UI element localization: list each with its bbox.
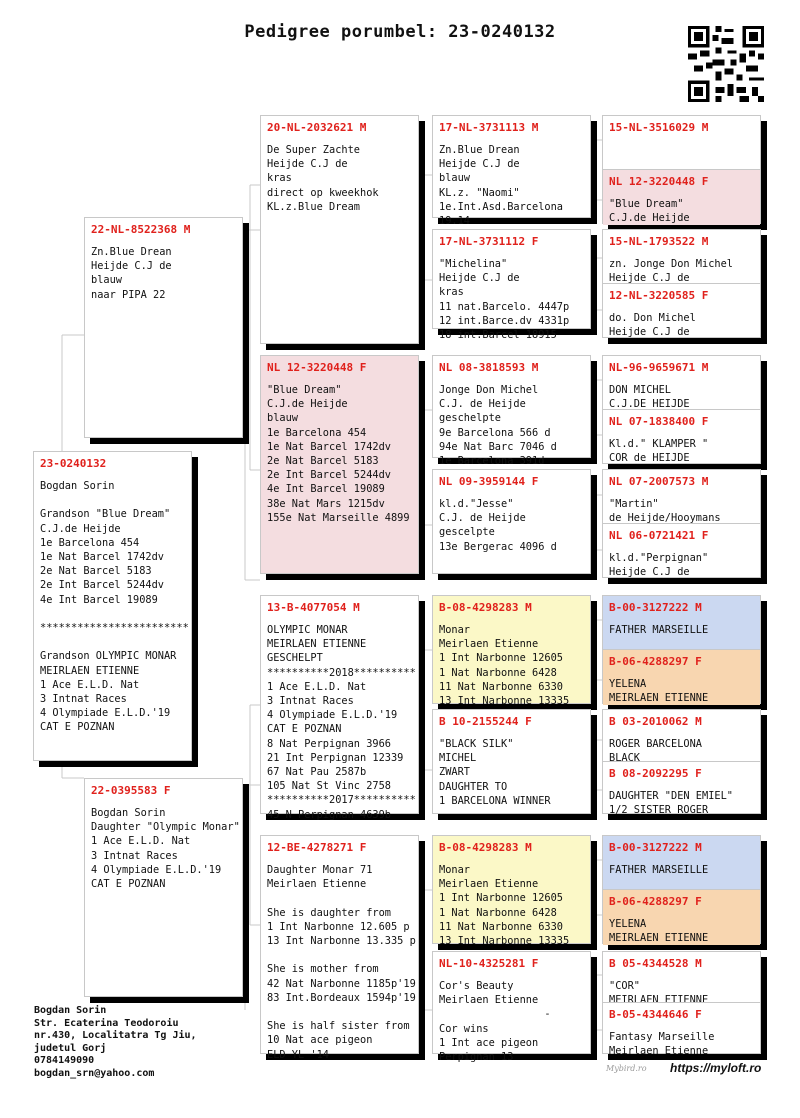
g5-details: YELENA MEIRLAEN ETIENNE — [609, 918, 709, 945]
mm-details: Daughter Monar 71 Meirlaen Etienne She is daughter from 1 Int Narbonne 12.605 p 13 Int Narbonne 13.335 p She is mother from 42 Nat Narbonne 1185p'19 83 Int.Bordeaux 1594p'19 She is half sister from 10 Nat ace pigeon ELD YL '14 — [267, 864, 416, 1061]
fmf-details: Jonge Don Michel C.J. de Heijde geschelpte 9e Barcelona 566 d 94e Nat Barc 7046 d 1e Barcelona 391d — [439, 384, 557, 468]
g5-ring: B-06-4288297 F — [609, 655, 702, 668]
g5-ring: B 05-4344528 M — [609, 957, 702, 970]
g5-ring: NL-96-9659671 M — [609, 361, 709, 374]
fmf-card — [432, 355, 591, 468]
g5-details: Fantasy Marseille Meirlaen Etienne — [609, 1031, 715, 1058]
mmf-ring: B-08-4298283 M — [439, 841, 532, 854]
g5-card-5 — [602, 595, 761, 704]
g5-details: YELENA MEIRLAEN ETIENNE — [609, 678, 709, 705]
mf-ring: 13-B-4077054 M — [267, 601, 360, 614]
mother-card — [84, 778, 243, 997]
g5-ring: B-00-3127222 M — [609, 601, 702, 614]
g5-card-1 — [602, 115, 761, 224]
fff-details: Zn.Blue Drean Heijde C.J de blauw KL.z. "Naomi" 1e.Int.Asd.Barcelona 19.14 — [439, 144, 563, 228]
fff-card — [432, 115, 591, 228]
mff-details: Monar Meirlaen Etienne 1 Int Narbonne 12605 1 Nat Narbonne 6428 11 Nat Narbonne 6330 13 Int Narbonne 13335 — [439, 624, 570, 708]
g5-ring: B-06-4288297 F — [609, 895, 702, 908]
g5-ring: B-00-3127222 M — [609, 841, 702, 854]
g5-details: "COR" MEIRLAEN ETIENNE — [609, 980, 709, 1007]
g5-card-3 — [602, 355, 761, 464]
g5-ring: 15-NL-1793522 M — [609, 235, 709, 248]
fff-ring: 17-NL-3731113 M — [439, 121, 539, 134]
mfm-card — [432, 709, 591, 814]
mff-ring: B-08-4298283 M — [439, 601, 532, 614]
g5-details: Kl.d." KLAMPER " COR de HEIJDE — [609, 438, 709, 465]
g5-details: do. Don Michel Heijde C.J de — [609, 312, 696, 339]
g5-ring: 15-NL-3516029 M — [609, 121, 709, 134]
g5-ring: NL 07-2007573 M — [609, 475, 709, 488]
g5-ring: B-05-4344646 F — [609, 1008, 702, 1021]
g5-details: "Martin" de Heijde/Hooymans — [609, 498, 721, 525]
mm-card — [260, 835, 419, 1061]
mmm-ring: NL-10-4325281 F — [439, 957, 539, 970]
g5-details: DAUGHTER "DEN EMIEL" 1/2 SISTER ROGER — [609, 790, 733, 817]
g5-details: ROGER BARCELONA BLACK — [609, 738, 702, 765]
g5-card-4 — [602, 469, 761, 578]
mfm-ring: B 10-2155244 F — [439, 715, 532, 728]
g5-card-2 — [602, 229, 761, 338]
ffm-card — [432, 229, 591, 342]
mmm-details: Cor's Beauty Meirlaen Etienne - Cor wins 1 Int ace pigeon Perpignan 13 — [439, 980, 551, 1064]
mm-ring: 12-BE-4278271 F — [267, 841, 367, 854]
page-title: Pedigree porumbel: 23-0240132 — [244, 22, 556, 42]
father-details: Zn.Blue Drean Heijde C.J de blauw naar PIPA 22 — [91, 246, 172, 301]
g5-details: FATHER MARSEILLE — [609, 624, 709, 636]
owner-contact: Bogdan Sorin Str. Ecaterina Teodoroiu nr.430, Localitatra Tg Jiu, judetul Gorj 0784149090 bogdan_srn@yahoo.com — [34, 1005, 197, 1079]
fmf-ring: NL 08-3818593 M — [439, 361, 539, 374]
ffm-ring: 17-NL-3731112 F — [439, 235, 539, 248]
g5-details: FATHER MARSEILLE — [609, 864, 709, 876]
g5-details: "Blue Dream" C.J.de Heijde — [609, 198, 690, 225]
ffm-details: "Michelina" Heijde C.J de kras 11 nat.Barcelo. 4447p 12 int.Barce.dv 4331p 18 int.Barcel 18915 — [439, 258, 570, 342]
mmm-card — [432, 951, 591, 1064]
subject-card — [33, 451, 192, 761]
fm-card — [260, 355, 419, 574]
site-link[interactable]: https://myloft.ro — [670, 1061, 762, 1075]
g5-ring: NL 12-3220448 F — [609, 175, 709, 188]
g5-details: kl.d."Perpignan" Heijde C.J de — [609, 552, 709, 579]
g5-ring: NL 06-0721421 F — [609, 529, 709, 542]
ff-card — [260, 115, 419, 344]
mff-card — [432, 595, 591, 708]
g5-ring: B 08-2092295 F — [609, 767, 702, 780]
father-ring: 22-NL-8522368 M — [91, 223, 191, 236]
mf-card — [260, 595, 419, 821]
ff-ring: 20-NL-2032621 M — [267, 121, 367, 134]
mmf-details: Monar Meirlaen Etienne 1 Int Narbonne 12605 1 Nat Narbonne 6428 11 Nat Narbonne 6330 13 Int Narbonne 13335 — [439, 864, 570, 948]
fmm-ring: NL 09-3959144 F — [439, 475, 539, 488]
mf-details: OLYMPIC MONAR MEIRLAEN ETIENNE GESCHELPT **********2018********** 1 Ace E.L.D. Nat 3 Intnat Races 4 Olympiade E.L.D.'19 CAT E POZNAN 8 Nat Perpignan 3966 21 Int Perpignan 12339 67 Nat Pau 2587b 105 Nat St Vinc 2758 **********2017********** 45 N Perpignan 4639b — [267, 624, 416, 821]
mfm-details: "BLACK SILK" MICHEL ZWART DAUGHTER TO 1 BARCELONA WINNER — [439, 738, 551, 807]
mmf-card — [432, 835, 591, 948]
fmm-card — [432, 469, 591, 574]
g5-details: DON MICHEL C.J.DE HEIJDE — [609, 384, 690, 411]
ff-details: De Super Zachte Heijde C.J de kras direct op kweekhok KL.z.Blue Dream — [267, 144, 379, 213]
father-card — [84, 217, 243, 438]
watermark-logo: Mybird.ro — [606, 1064, 647, 1073]
g5-ring: B 03-2010062 M — [609, 715, 702, 728]
g5-ring: NL 07-1838400 F — [609, 415, 709, 428]
g5-card-6 — [602, 709, 761, 817]
g5-ring: 12-NL-3220585 F — [609, 289, 709, 302]
subject-ring: 23-0240132 — [40, 457, 107, 470]
fm-details: "Blue Dream" C.J.de Heijde blauw 1e Barcelona 454 1e Nat Barcel 1742dv 2e Nat Barcel 5183 2e Int Barcel 5244dv 4e Int Barcel 19089 38e Nat Mars 1215dv 155e Nat Marseille 4899 — [267, 384, 410, 524]
subject-details: Bogdan Sorin Grandson "Blue Dream" C.J.de Heijde 1e Barcelona 454 1e Nat Barcel 1742dv 2e Nat Barcel 5183 2e Int Barcel 5244dv 4e Int Barcel 19089 ************************ Grandson OLYMPIC MONAR MEIRLAEN ETIENNE 1 Ace E.L.D. Nat 3 Intnat Races 4 Olympiade E.L.D.'19 CAT E POZNAN — [40, 480, 189, 734]
mother-ring: 22-0395583 F — [91, 784, 171, 797]
g5-card-7 — [602, 835, 761, 944]
g5-details: zn. Jonge Don Michel Heijde C.J de — [609, 258, 733, 285]
g5-card-8 — [602, 951, 761, 1058]
fmm-details: kl.d."Jesse" C.J. de Heijde gescelpte 13e Bergerac 4096 d — [439, 498, 557, 553]
mother-details: Bogdan Sorin Daughter "Olympic Monar" 1 Ace E.L.D. Nat 3 Intnat Races 4 Olympiade E.L.D.'19 CAT E POZNAN — [91, 807, 240, 891]
fm-ring: NL 12-3220448 F — [267, 361, 367, 374]
